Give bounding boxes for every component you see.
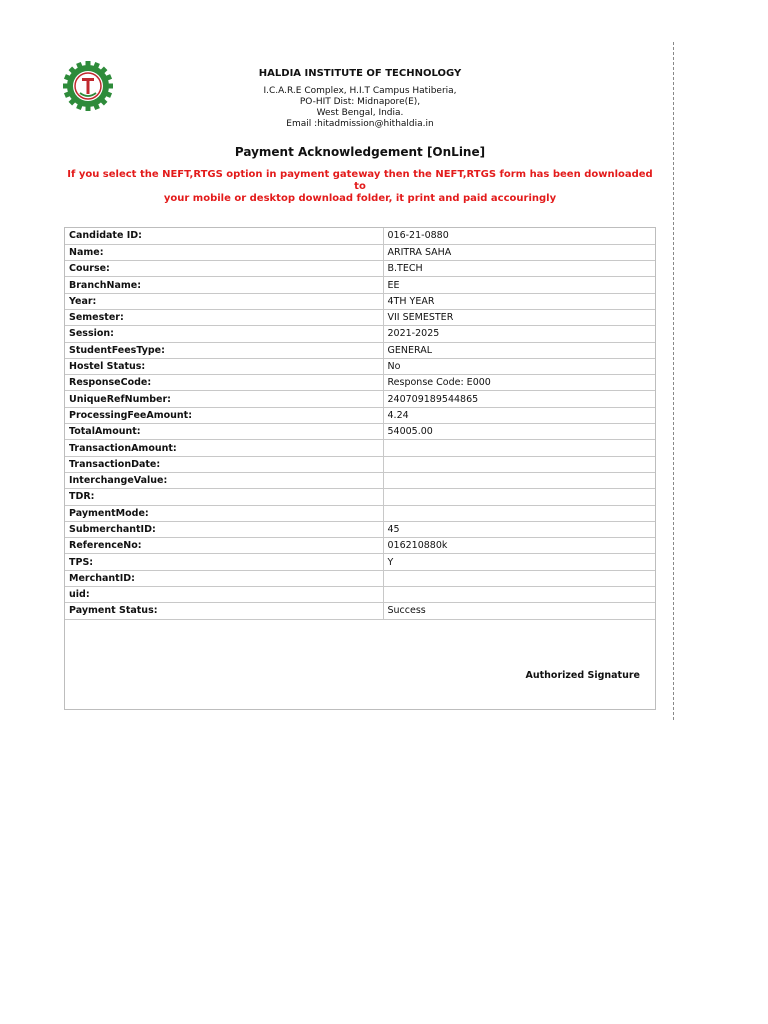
table-row (65, 603, 655, 619)
address-line: West Bengal, India. (316, 108, 404, 118)
table-row (65, 228, 655, 244)
address-line: I.C.A.R.E Complex, H.I.T Campus Hatiberia, (263, 86, 457, 96)
table-row (65, 489, 655, 505)
authorized-signature: Authorized Signature (525, 670, 640, 681)
row-label: Course: (65, 261, 383, 277)
row-value: VII SEMESTER (383, 309, 655, 325)
notice-line: If you select the NEFT,RTGS option in payment gateway then the NEFT,RTGS form has been downloaded to (67, 169, 653, 192)
row-value: Response Code: E000 (383, 375, 655, 391)
row-value: 016210880k (383, 538, 655, 554)
row-value (383, 505, 655, 521)
notice-line: your mobile or desktop download folder, it print and paid accouringly (163, 193, 557, 204)
row-value: 4TH YEAR (383, 293, 655, 309)
row-value: B.TECH (383, 261, 655, 277)
row-label: UniqueRefNumber: (65, 391, 383, 407)
row-label: TPS: (65, 554, 383, 570)
institute-address (200, 86, 520, 130)
row-label: ProcessingFeeAmount: (65, 407, 383, 423)
table-row (65, 326, 655, 342)
row-value: No (383, 358, 655, 374)
table-row (65, 244, 655, 260)
row-value: Success (383, 603, 655, 619)
row-label: TotalAmount: (65, 424, 383, 440)
row-value: EE (383, 277, 655, 293)
row-label: Semester: (65, 309, 383, 325)
row-value: 54005.00 (383, 424, 655, 440)
table-row (65, 375, 655, 391)
row-label: StudentFeesType: (65, 342, 383, 358)
table-row (65, 570, 655, 586)
table-row (65, 554, 655, 570)
row-value: ARITRA SAHA (383, 244, 655, 260)
table-row (65, 521, 655, 537)
row-label: BranchName: (65, 277, 383, 293)
page-title: Payment Acknowledgement [OnLine] (234, 145, 486, 159)
row-value: 2021-2025 (383, 326, 655, 342)
table-row (65, 505, 655, 521)
row-label: Payment Status: (65, 603, 383, 619)
row-label: InterchangeValue: (65, 472, 383, 488)
table-row (65, 293, 655, 309)
table-row (65, 277, 655, 293)
row-label: Session: (65, 326, 383, 342)
row-value: 016-21-0880 (383, 228, 655, 244)
row-value (383, 489, 655, 505)
table-row (65, 424, 655, 440)
row-label: uid: (65, 587, 383, 603)
row-label: Name: (65, 244, 383, 260)
row-value: 240709189544865 (383, 391, 655, 407)
row-value (383, 570, 655, 586)
institute-name: HALDIA INSTITUTE OF TECHNOLOGY (258, 68, 462, 79)
table-row (65, 342, 655, 358)
row-label: SubmerchantID: (65, 521, 383, 537)
neft-rtgs-notice (64, 169, 656, 205)
page-edge-dashed-line (673, 42, 674, 720)
table-row (65, 309, 655, 325)
table-row (65, 472, 655, 488)
institute-logo-icon (63, 61, 113, 111)
table-row (65, 538, 655, 554)
row-value: GENERAL (383, 342, 655, 358)
table-row (65, 358, 655, 374)
row-label: MerchantID: (65, 570, 383, 586)
table-row (65, 391, 655, 407)
row-value (383, 472, 655, 488)
row-label: TransactionAmount: (65, 440, 383, 456)
row-label: Candidate ID: (65, 228, 383, 244)
row-value (383, 440, 655, 456)
row-label: Year: (65, 293, 383, 309)
row-value: 45 (383, 521, 655, 537)
row-label: PaymentMode: (65, 505, 383, 521)
row-value: Y (383, 554, 655, 570)
table-row (65, 456, 655, 472)
row-value (383, 587, 655, 603)
address-line: PO-HIT Dist: Midnapore(E), (299, 97, 421, 107)
row-label: Hostel Status: (65, 358, 383, 374)
address-email: Email :hitadmission@hithaldia.in (286, 119, 434, 129)
row-label: ResponseCode: (65, 375, 383, 391)
row-value (383, 456, 655, 472)
table-row (65, 407, 655, 423)
table-row (65, 261, 655, 277)
table-row (65, 587, 655, 603)
row-label: TransactionDate: (65, 456, 383, 472)
row-label: ReferenceNo: (65, 538, 383, 554)
row-label: TDR: (65, 489, 383, 505)
table-row (65, 440, 655, 456)
row-value: 4.24 (383, 407, 655, 423)
payment-details-table (64, 227, 656, 710)
